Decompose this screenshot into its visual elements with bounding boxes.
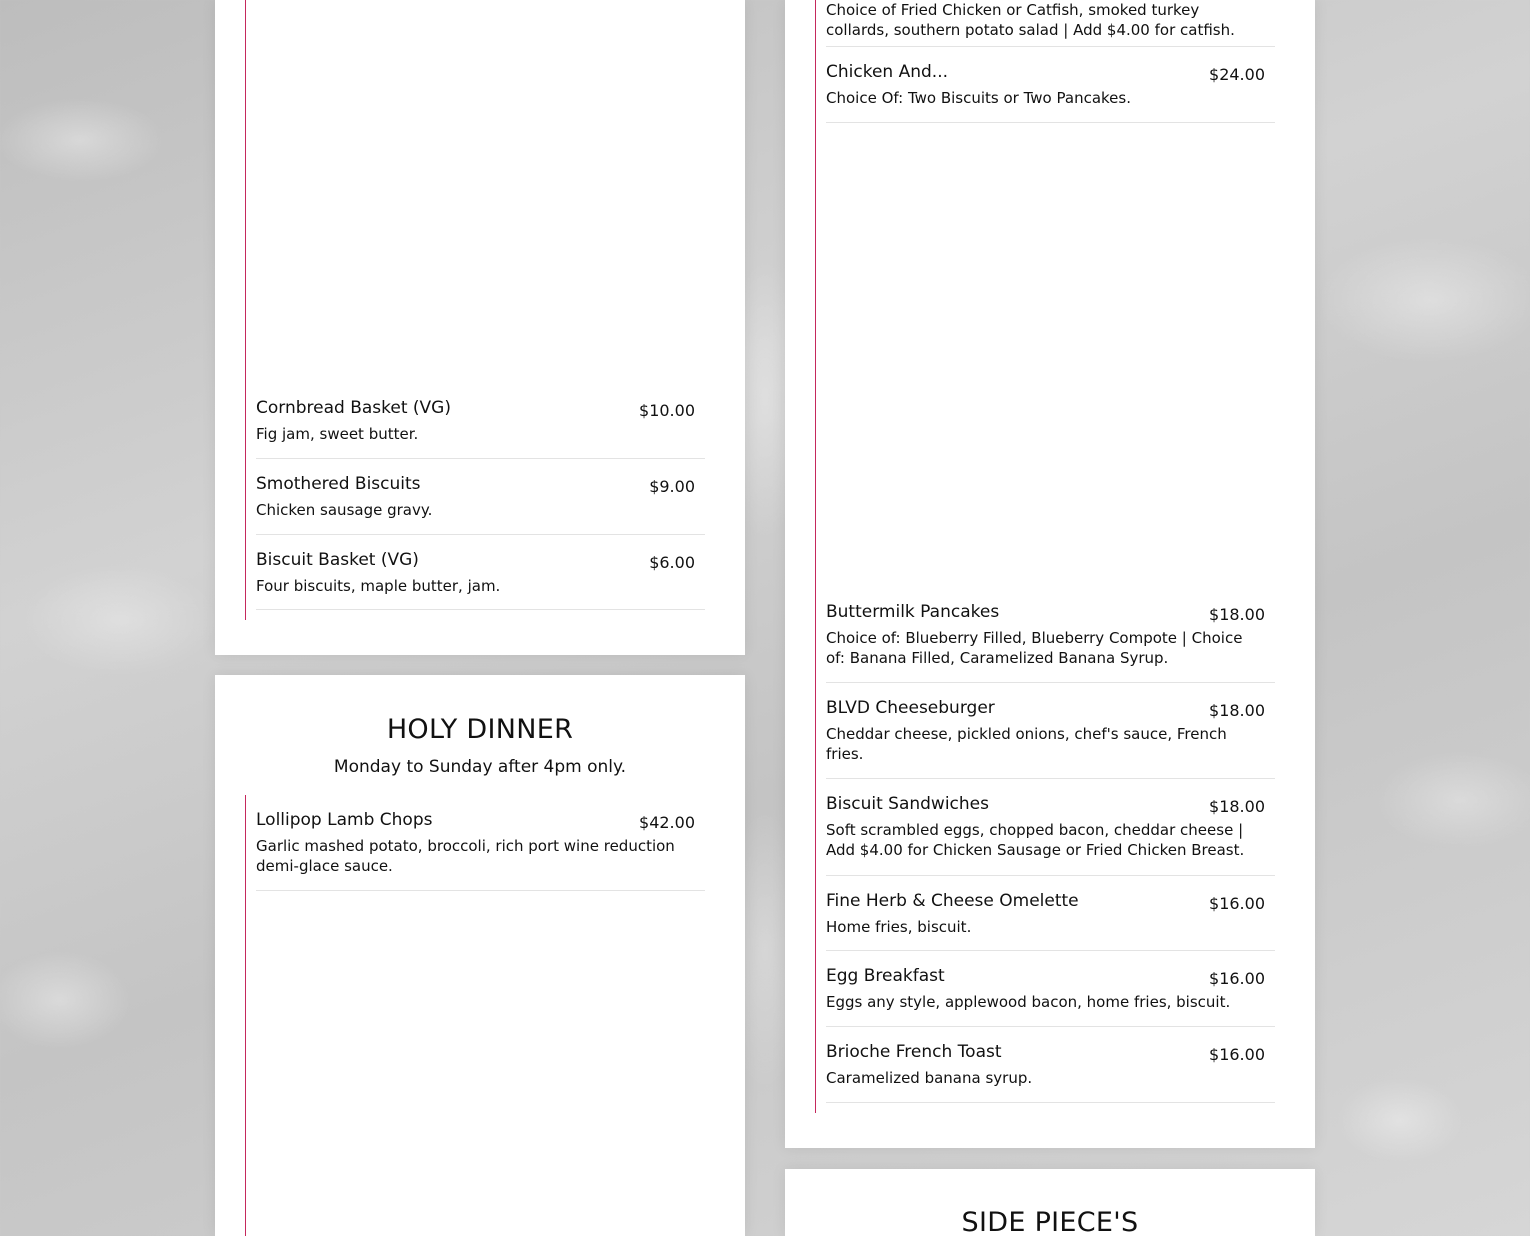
- section-subtitle: Monday to Sunday after 4pm only.: [333, 757, 627, 777]
- item-description: Home fries, biscuit.: [826, 918, 972, 936]
- item-name: Egg Breakfast: [826, 966, 945, 986]
- item-name: Lollipop Lamb Chops: [256, 810, 433, 830]
- item-price: $16.00: [1209, 1045, 1265, 1064]
- item-description: Chicken sausage gravy.: [256, 501, 433, 519]
- item-description: Cheddar cheese, pickled onions, chef's sauce, French fries.: [826, 725, 1227, 763]
- menu-items-list: [245, 795, 706, 1236]
- menu-item: [256, 397, 705, 459]
- item-price: $10.00: [639, 401, 695, 420]
- menu-item: [256, 473, 705, 535]
- menu-item: [256, 549, 705, 610]
- item-name: Chicken And...: [826, 62, 948, 82]
- item-description: Eggs any style, applewood bacon, home fries, biscuit.: [826, 993, 1231, 1011]
- item-name: Smothered Biscuits: [256, 474, 421, 494]
- item-description: Choice of Fried Chicken or Catfish, smoked turkey collards, southern potato salad | Add $4.00 for catfish.: [826, 1, 1235, 39]
- menu-items-list: [815, 0, 1276, 1113]
- menu-item: [826, 890, 1275, 951]
- item-price: $6.00: [649, 553, 695, 572]
- menu-item: [826, 0, 1275, 47]
- item-price: $16.00: [1209, 894, 1265, 913]
- menu-item: [826, 965, 1275, 1027]
- section-title: SIDE PIECE'S: [961, 1207, 1139, 1236]
- left-menu-card: [215, 0, 745, 655]
- right-menu-card: [785, 0, 1315, 1148]
- item-price: $18.00: [1209, 701, 1265, 720]
- item-description: Garlic mashed potato, broccoli, rich port wine reduction demi-glace sauce.: [256, 837, 675, 875]
- item-description: Choice Of: Two Biscuits or Two Pancakes.: [826, 89, 1131, 107]
- item-name: Brioche French Toast: [826, 1042, 1002, 1062]
- item-description: Soft scrambled eggs, chopped bacon, cheddar cheese | Add $4.00 for Chicken Sausage or Fried Chicken Breast.: [826, 821, 1245, 859]
- item-price: $18.00: [1209, 797, 1265, 816]
- item-description: Caramelized banana syrup.: [826, 1069, 1033, 1087]
- item-name: Cornbread Basket (VG): [256, 398, 451, 418]
- item-price: $9.00: [649, 477, 695, 496]
- item-name: Biscuit Sandwiches: [826, 794, 989, 814]
- section-title: HOLY DINNER: [386, 714, 574, 745]
- menu-item: [826, 697, 1275, 779]
- item-price: $16.00: [1209, 969, 1265, 988]
- menu-items-list: [245, 0, 706, 620]
- item-name: Buttermilk Pancakes: [826, 602, 1000, 622]
- menu-item: [826, 793, 1275, 876]
- menu-item: [826, 601, 1275, 683]
- menu-item: [826, 61, 1275, 123]
- item-price: $42.00: [639, 813, 695, 832]
- item-name: BLVD Cheeseburger: [826, 698, 995, 718]
- menu-item: [256, 809, 705, 891]
- item-description: Fig jam, sweet butter.: [256, 425, 419, 443]
- item-description: Choice of: Blueberry Filled, Blueberry Compote | Choice of: Banana Filled, Caramelized Banana Syrup.: [826, 629, 1243, 667]
- item-name: Fine Herb & Cheese Omelette: [826, 891, 1079, 911]
- holy-dinner-card: [215, 675, 745, 1236]
- side-pieces-card: [785, 1169, 1315, 1236]
- item-description: Four biscuits, maple butter, jam.: [256, 577, 501, 595]
- item-price: $24.00: [1209, 65, 1265, 84]
- item-name: Biscuit Basket (VG): [256, 550, 419, 570]
- item-price: $18.00: [1209, 605, 1265, 624]
- menu-item: [826, 1041, 1275, 1103]
